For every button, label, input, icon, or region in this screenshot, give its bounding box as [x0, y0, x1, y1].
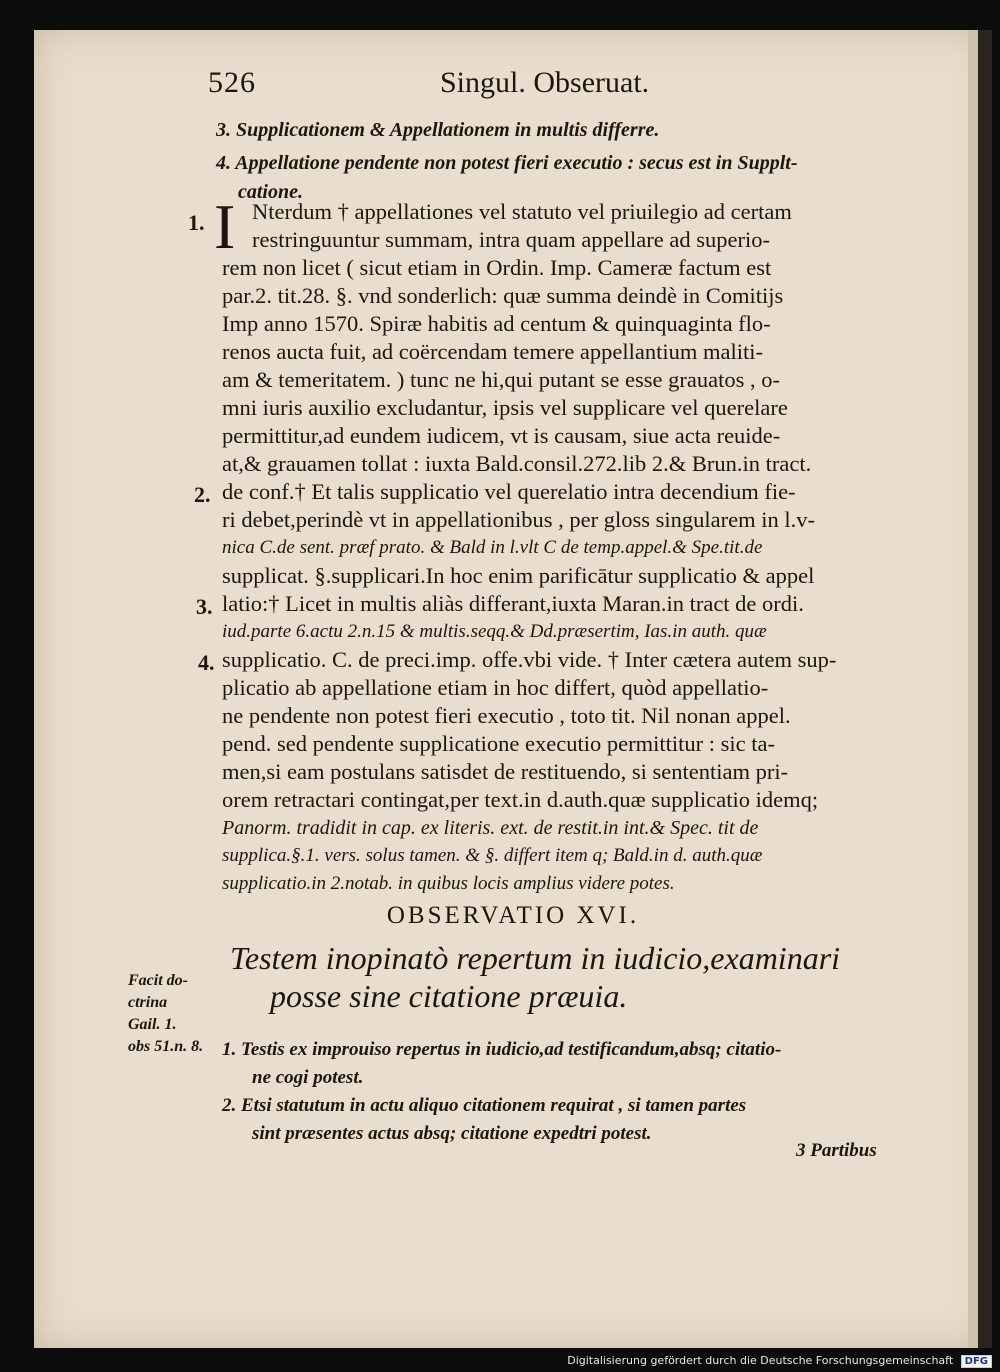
margin-number: 2.: [194, 482, 211, 507]
observatio-heading: Testem inopinatò repertum in iudicio,examinari: [230, 940, 841, 976]
body-line: Imp anno 1570. Spiræ habitis ad centum & quinquaginta flo-: [222, 311, 771, 336]
observatio-summary-line: ne cogi potest.: [252, 1067, 364, 1088]
page-gutter: [968, 30, 978, 1348]
body-line: supplicat. §.supplicari.In hoc enim parificātur supplicatio & appel: [222, 563, 815, 588]
page-edge: [978, 30, 992, 1348]
observatio-title: OBSERVATIO XVI.: [386, 902, 640, 929]
margin-number: 3.: [196, 594, 213, 619]
margin-note-line: ctrina: [128, 994, 168, 1011]
drop-cap: I: [214, 191, 236, 262]
body-line: men,si eam postulans satisdet de restituendo, si sententiam pri-: [222, 759, 789, 784]
body-line: at,& grauamen tollat : iuxta Bald.consil.272.lib 2.& Brun.in tract.: [222, 451, 812, 476]
body-line: ne pendente non potest fieri executio , toto tit. Nil nonan appel.: [222, 703, 791, 728]
body-line: plicatio ab appellatione etiam in hoc differt, quòd appellatio-: [222, 675, 769, 700]
margin-note-line: Gail. 1.: [128, 1016, 177, 1033]
credit-text: Digitalisierung gefördert durch die Deutsche Forschungsgemeinschaft: [567, 1354, 954, 1367]
body-line: orem retractari contingat,per text.in d.auth.quæ supplicatio idemq;: [222, 787, 819, 812]
body-line: nica C.de sent. præf prato. & Bald in l.vlt C de temp.appel.& Spe.tit.de: [222, 537, 763, 558]
dfg-logo: DFG: [961, 1355, 992, 1368]
body-line: iud.parte 6.actu 2.n.15 & multis.seqq.& Dd.præsertim, Ias.in auth. quæ: [222, 621, 767, 642]
margin-number: 4.: [198, 650, 215, 675]
body-line: de conf.† Et talis supplicatio vel querelatio intra decendium fie-: [222, 479, 796, 504]
page-number: 526: [208, 66, 256, 99]
running-head: Singul. Obseruat.: [440, 66, 650, 99]
body-line: par.2. tit.28. §. vnd sonderlich: quæ summa deindè in Comitijs: [222, 283, 784, 308]
body-line: mni iuris auxilio excludantur, ipsis vel supplicare vel querelare: [222, 395, 788, 420]
body-line: permittitur,ad eundem iudicem, vt is causam, siue acta reuide-: [222, 423, 781, 448]
body-line: renos aucta fuit, ad coërcendam temere appellantium maliti-: [222, 339, 764, 364]
digitization-credit: [567, 1354, 992, 1368]
body-line: am & temeritatem. ) tunc ne hi,qui putant se esse grauatos , o-: [222, 367, 780, 392]
body-line: Nterdum † appellationes vel statuto vel priuilegio ad certam: [252, 199, 792, 224]
body-line: supplica.§.1. vers. solus tamen. & §. differt item q; Bald.in d. auth.quæ: [222, 845, 763, 866]
body-line: ri debet,perindè vt in appellationibus , per gloss singularem in l.v-: [222, 507, 815, 532]
observatio-summary-line: 2. Etsi statutum in actu aliquo citationem requirat , si tamen partes: [222, 1095, 747, 1116]
observatio-summary-line: 1. Testis ex improuiso repertus in iudicio,ad testificandum,absq; citatio-: [222, 1039, 782, 1060]
summary-line: 3. Supplicationem & Appellationem in multis differre.: [216, 119, 660, 141]
body-line: supplicatio. C. de preci.imp. offe.vbi vide. † Inter cætera autem sup-: [222, 647, 837, 672]
body-line: Panorm. tradidit in cap. ex literis. ext. de restit.in int.& Spec. tit de: [222, 817, 759, 839]
summary-line: 4. Appellatione pendente non potest fieri executio : secus est in Supplt-: [216, 152, 798, 174]
summary-line: catione.: [238, 181, 303, 203]
book-page: [34, 30, 992, 1348]
page-header: [34, 66, 992, 106]
catchword: 3 Partibus: [796, 1140, 877, 1161]
margin-number: 1.: [188, 210, 205, 235]
body-line: supplicatio.in 2.notab. in quibus locis amplius videre potes.: [222, 873, 675, 894]
body-line: pend. sed pendente supplicatione executio permittitur : sic ta-: [222, 731, 775, 756]
body-line: restringuuntur summam, intra quam appellare ad superio-: [252, 227, 770, 252]
margin-note: [128, 970, 203, 1058]
observatio-summary-line: sint præsentes actus absq; citatione expedtri potest.: [252, 1123, 652, 1144]
margin-note-line: obs 51.n. 8.: [128, 1038, 204, 1055]
body-line: latio:† Licet in multis aliàs differant,iuxta Maran.in tract de ordi.: [222, 591, 804, 616]
observatio-heading: posse sine citatione præuia.: [270, 978, 628, 1014]
margin-note-line: Facit do-: [128, 972, 188, 989]
body-line: rem non licet ( sicut etiam in Ordin. Imp. Cameræ factum est: [222, 255, 772, 280]
